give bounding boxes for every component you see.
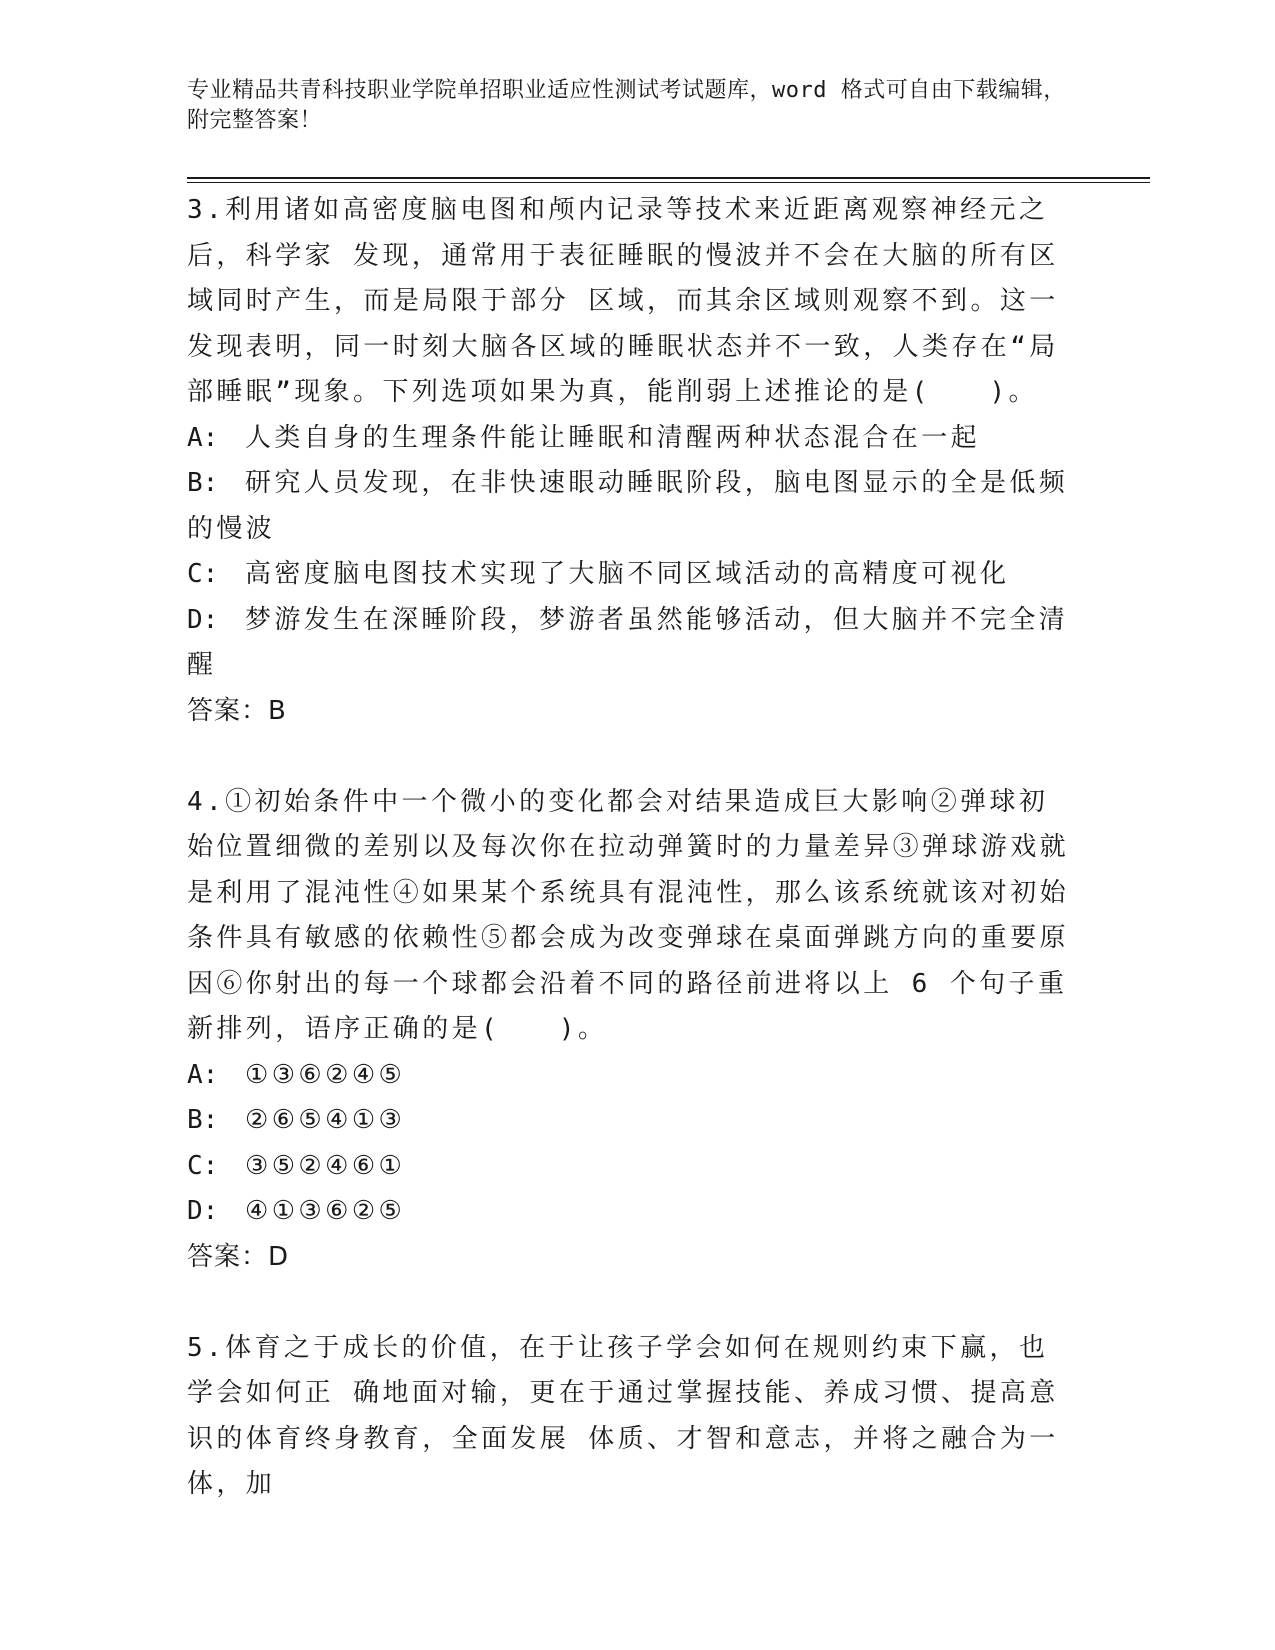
answer-label: 答案：D <box>187 1241 290 1272</box>
option-a <box>187 416 1077 462</box>
option-letter: B: <box>187 468 219 498</box>
option-b <box>187 461 1077 552</box>
option-letter: C: <box>187 559 219 589</box>
option-d <box>187 1189 1077 1235</box>
option-letter: A: <box>187 422 219 453</box>
option-text: ②⑥⑤④①③ <box>245 1105 406 1135</box>
question-5 <box>187 1326 1077 1508</box>
option-d <box>187 598 1077 689</box>
page-content <box>187 188 1077 1508</box>
option-letter: B: <box>187 1105 219 1135</box>
spacer <box>187 1280 1077 1326</box>
option-letter: D: <box>187 604 219 635</box>
page-header: 专业精品共青科技职业学院单招职业适应性测试考试题库，word 格式可自由下载编辑，附完整答案！ <box>187 78 1066 133</box>
option-letter: A: <box>187 1059 219 1090</box>
option-letter: C: <box>187 1150 219 1181</box>
option-text: ①③⑥②④⑤ <box>245 1059 406 1090</box>
option-letter: D: <box>187 1196 219 1226</box>
spacer <box>187 734 1077 780</box>
question-stem: 4.①初始条件中一个微小的变化都会对结果造成巨大影响②弹球初始位置细微的差别以及每次你在拉动弹簧时的力量差异③弹球游戏就是利用了混沌性④如果某个系统具有混沌性，那么该系统就该对初始条件具有敏感的依赖性⑤都会成为改变弹球在桌面弹跳方向的重要原因⑥你射出的每一个球都会沿着不同的路径前进将以上 6 个句子重新排列，语序正确的是( )。 <box>187 786 1070 1044</box>
question-stem: 3.利用诸如高密度脑电图和颅内记录等技术来近距离观察神经元之后，科学家 发现，通常用于表征睡眠的慢波并不会在大脑的所有区域同时产生，而是局限于部分 区域，而其余区域则观察不到。这一发现表明，同一时刻大脑各区域的睡眠状态并不一致，人类存在“局部睡眠”现象。下列选项如果为真，能削弱上述推论的是( )。 <box>187 195 1059 407</box>
option-b <box>187 1098 1077 1144</box>
option-text: 人类自身的生理条件能让睡眠和清醒两种状态混合在一起 <box>245 422 981 453</box>
question-stem: 5.体育之于成长的价值，在于让孩子学会如何在规则约束下赢，也学会如何正 确地面对输，更在于通过掌握技能、养成习惯、提高意识的体育终身教育，全面发展 体质、才智和意志，并将之融合为一体，加 <box>187 1332 1059 1499</box>
question-3 <box>187 188 1077 734</box>
option-text: ③⑤②④⑥① <box>245 1150 406 1181</box>
option-c <box>187 552 1077 598</box>
option-text: 梦游发生在深睡阶段，梦游者虽然能够活动，但大脑并不完全清醒 <box>187 604 1069 680</box>
option-text: 研究人员发现，在非快速眼动睡眠阶段，脑电图显示的全是低频的慢波 <box>187 468 1069 544</box>
option-a <box>187 1053 1077 1099</box>
question-4 <box>187 780 1077 1281</box>
answer-label: 答案：B <box>187 695 287 726</box>
header-divider-thin <box>187 182 1150 183</box>
option-text: 高密度脑电图技术实现了大脑不同区域活动的高精度可视化 <box>245 559 1010 589</box>
option-c <box>187 1144 1077 1190</box>
header-divider <box>187 177 1150 179</box>
option-text: ④①③⑥②⑤ <box>245 1196 406 1226</box>
